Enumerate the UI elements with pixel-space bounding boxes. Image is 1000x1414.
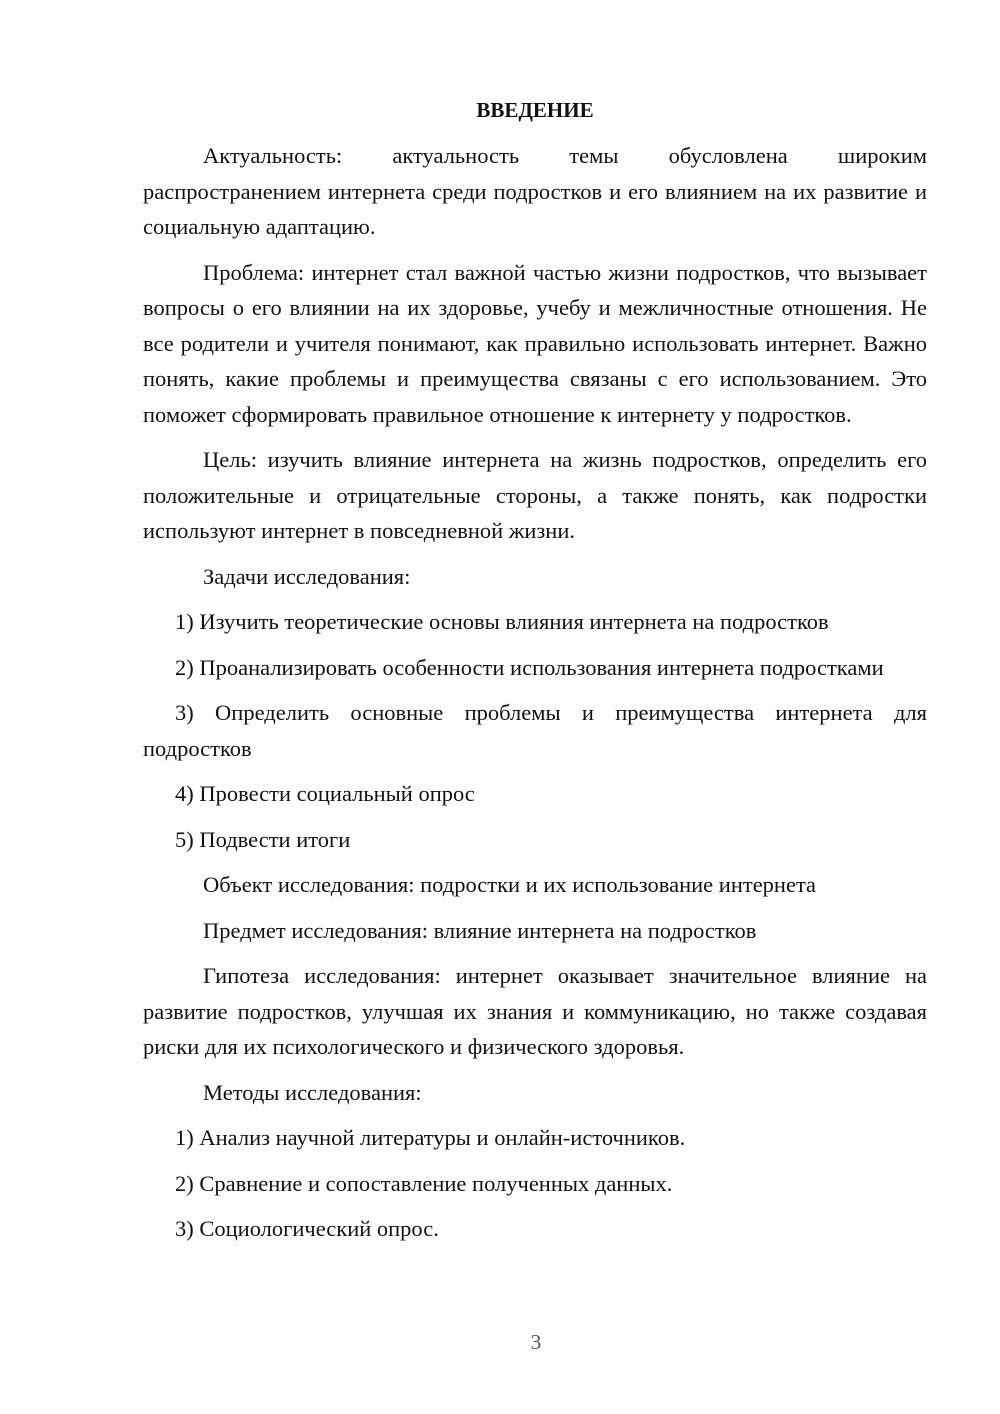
problem-paragraph: Проблема: интернет стал важной частью жизни подростков, что вызывает вопросы о его влиянии на их здоровье, учебу и межличностные отношения. Не все родители и учителя понимают, как правильно использовать интернет. Важно понять, какие проблемы и преимущества связаны с его использованием. Это поможет сформировать правильное отношение к интернету у подростков. [143,259,927,427]
method-item: 1) Анализ научной литературы и онлайн-источников. [175,1125,686,1150]
task-item: 5) Подвести итоги [175,826,351,852]
document-page [143,92,927,1257]
goal-paragraph: Цель: изучить влияние интернета на жизнь подростков, определить его положительные и отрицательные стороны, а также понять, как подростки используют интернет в повседневной жизни. [143,447,927,543]
task-item: 1) Изучить теоретические основы влияния интернета на подростков [175,609,829,634]
page-number: 3 [530,1330,542,1354]
relevance-paragraph: Актуальность: актуальность темы обусловлена широким распространением интернета среди подростков и его влиянием на их развитие и социальную адаптацию. [143,143,927,239]
hypothesis-paragraph: Гипотеза исследования: интернет оказывает значительное влияние на развитие подростков, улучшая их знания и коммуникацию, но также создавая риски для их психологического и физического здоровья. [143,963,927,1059]
task-item: 3) Определить основные проблемы и преимущества интернета для подростков [143,700,927,761]
method-item: 3) Социологический опрос. [175,1216,439,1241]
method-item: 2) Сравнение и сопоставление полученных данных. [175,1170,673,1196]
task-item: 2) Проанализировать особенности использования интернета подростками [175,654,884,680]
methods-heading: Методы исследования: [203,1079,422,1105]
subject-paragraph: Предмет исследования: влияние интернета на подростков [203,917,757,943]
page-title: ВВЕДЕНИЕ [476,98,594,122]
tasks-heading: Задачи исследования: [203,563,411,589]
task-item: 4) Провести социальный опрос [175,781,475,806]
object-paragraph: Объект исследования: подростки и их использование интернета [203,872,817,897]
